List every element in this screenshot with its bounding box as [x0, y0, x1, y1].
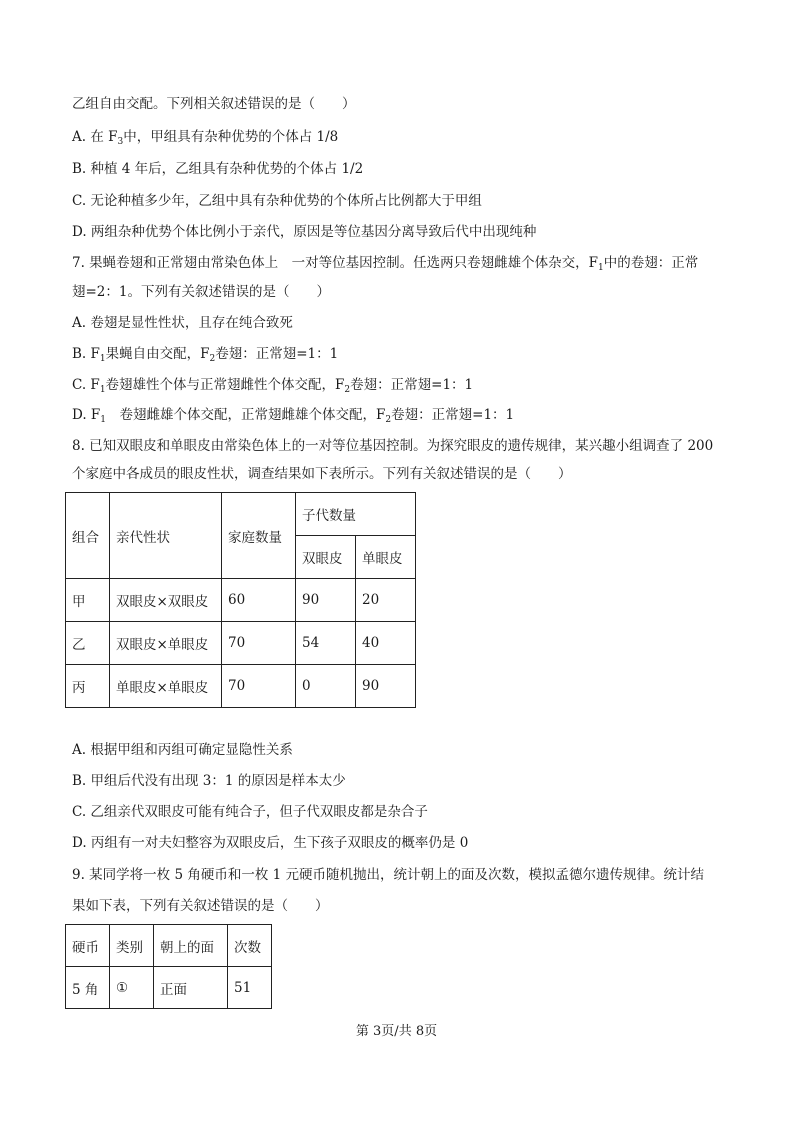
- table-cell: 70: [222, 665, 296, 708]
- q8-option-c: C. 乙组亲代双眼皮可能有纯合子，但子代双眼皮都是杂合子: [72, 804, 428, 820]
- table-header-families: 家庭数量: [222, 493, 296, 579]
- table-cell: 丙: [66, 665, 110, 708]
- table-header-group: 组合: [66, 493, 110, 579]
- q7-stem-line2: 翅=2：1。下列有关叙述错误的是（ ）: [72, 284, 330, 300]
- table-cell: 5 角: [66, 967, 110, 1009]
- table-header-coin: 硬币: [66, 925, 110, 967]
- table-header-single-eyelid: 单眼皮: [356, 536, 416, 579]
- table-row: [66, 622, 416, 665]
- q8-option-a: A. 根据甲组和丙组可确定显隐性关系: [72, 742, 293, 758]
- table-cell: ①: [110, 967, 154, 1009]
- table-cell: 正面: [154, 967, 228, 1009]
- q7-option-c: C. $F_1$卷翅雄性个体与正常翅雌性个体交配，$F_2$卷翅：正常翅=1：1: [72, 377, 474, 395]
- q9-stem-line2: 果如下表，下列有关叙述错误的是（ ）: [72, 898, 329, 914]
- table-row: [66, 665, 416, 708]
- table-header-category: 类别: [110, 925, 154, 967]
- table-cell: 70: [222, 622, 296, 665]
- table-header-face-up: 朝上的面: [154, 925, 228, 967]
- q8-stem-line1: 8. 已知双眼皮和单眼皮由常染色体上的一对等位基因控制。为探究眼皮的遗传规律，某兴趣小组调查了 200: [72, 438, 714, 454]
- q6-stem-tail: 乙组自由交配。下列相关叙述错误的是（ ）: [72, 96, 356, 112]
- q7-option-d: D. $F_1$ 卷翅雌雄个体交配，正常翅雌雄个体交配，$F_2$卷翅：正常翅=1：1: [72, 407, 515, 425]
- q7-option-b: B. $F_1$果蝇自由交配，$F_2$卷翅：正常翅=1：1: [72, 346, 339, 364]
- q7-option-a: A. 卷翅是显性性状，且存在纯合致死: [72, 315, 293, 331]
- table-cell: 乙: [66, 622, 110, 665]
- table-cell: 90: [296, 579, 356, 622]
- q6-option-d: D. 两组杂种优势个体比例小于亲代，原因是等位基因分离导致后代中出现纯种: [72, 224, 537, 240]
- table-header-double-eyelid: 双眼皮: [296, 536, 356, 579]
- table-header-parent: 亲代性状: [110, 493, 222, 579]
- q8-option-b: B. 甲组后代没有出现 3：1 的原因是样本太少: [72, 773, 346, 789]
- table-cell: 54: [296, 622, 356, 665]
- q6-option-a: A. 在 $F_3$中，甲组具有杂种优势的个体占 1/8: [72, 129, 339, 147]
- table-cell: 甲: [66, 579, 110, 622]
- q8-option-d: D. 丙组有一对夫妇整容为双眼皮后，生下孩子双眼皮的概率仍是 0: [72, 835, 469, 851]
- table-cell: 单眼皮×单眼皮: [110, 665, 222, 708]
- table-cell: 60: [222, 579, 296, 622]
- table-row: [66, 967, 272, 1009]
- table-cell: 双眼皮×双眼皮: [110, 579, 222, 622]
- table-cell: 90: [356, 665, 416, 708]
- q9-stem-line1: 9. 某同学将一枚 5 角硬币和一枚 1 元硬币随机抛出，统计朝上的面及次数，模拟孟德尔遗传规律。统计结: [72, 867, 705, 883]
- table-cell: 40: [356, 622, 416, 665]
- q6-option-c: C. 无论种植多少年，乙组中具有杂种优势的个体所占比例都大于甲组: [72, 193, 482, 209]
- q7-stem-line1: 7. 果蝇卷翅和正常翅由常染色体上 一对等位基因控制。任选两只卷翅雌雄个体杂交，$F_1$中的卷翅：正常: [72, 255, 699, 273]
- table-header-offspring: 子代数量: [296, 493, 416, 536]
- q9-coin-table: [65, 924, 272, 1009]
- q8-survey-table: [65, 492, 416, 708]
- q6-option-b: B. 种植 4 年后，乙组具有杂种优势的个体占 1/2: [72, 161, 364, 177]
- table-cell: 51: [228, 967, 272, 1009]
- table-row: [66, 579, 416, 622]
- table-cell: 双眼皮×单眼皮: [110, 622, 222, 665]
- table-header-count: 次数: [228, 925, 272, 967]
- table-cell: 0: [296, 665, 356, 708]
- table-cell: 20: [356, 579, 416, 622]
- page-number-footer: 第 3页/共 8页: [355, 1024, 438, 1039]
- q8-stem-line2: 个家庭中各成员的眼皮性状，调查结果如下表所示。下列有关叙述错误的是（ ）: [72, 466, 572, 482]
